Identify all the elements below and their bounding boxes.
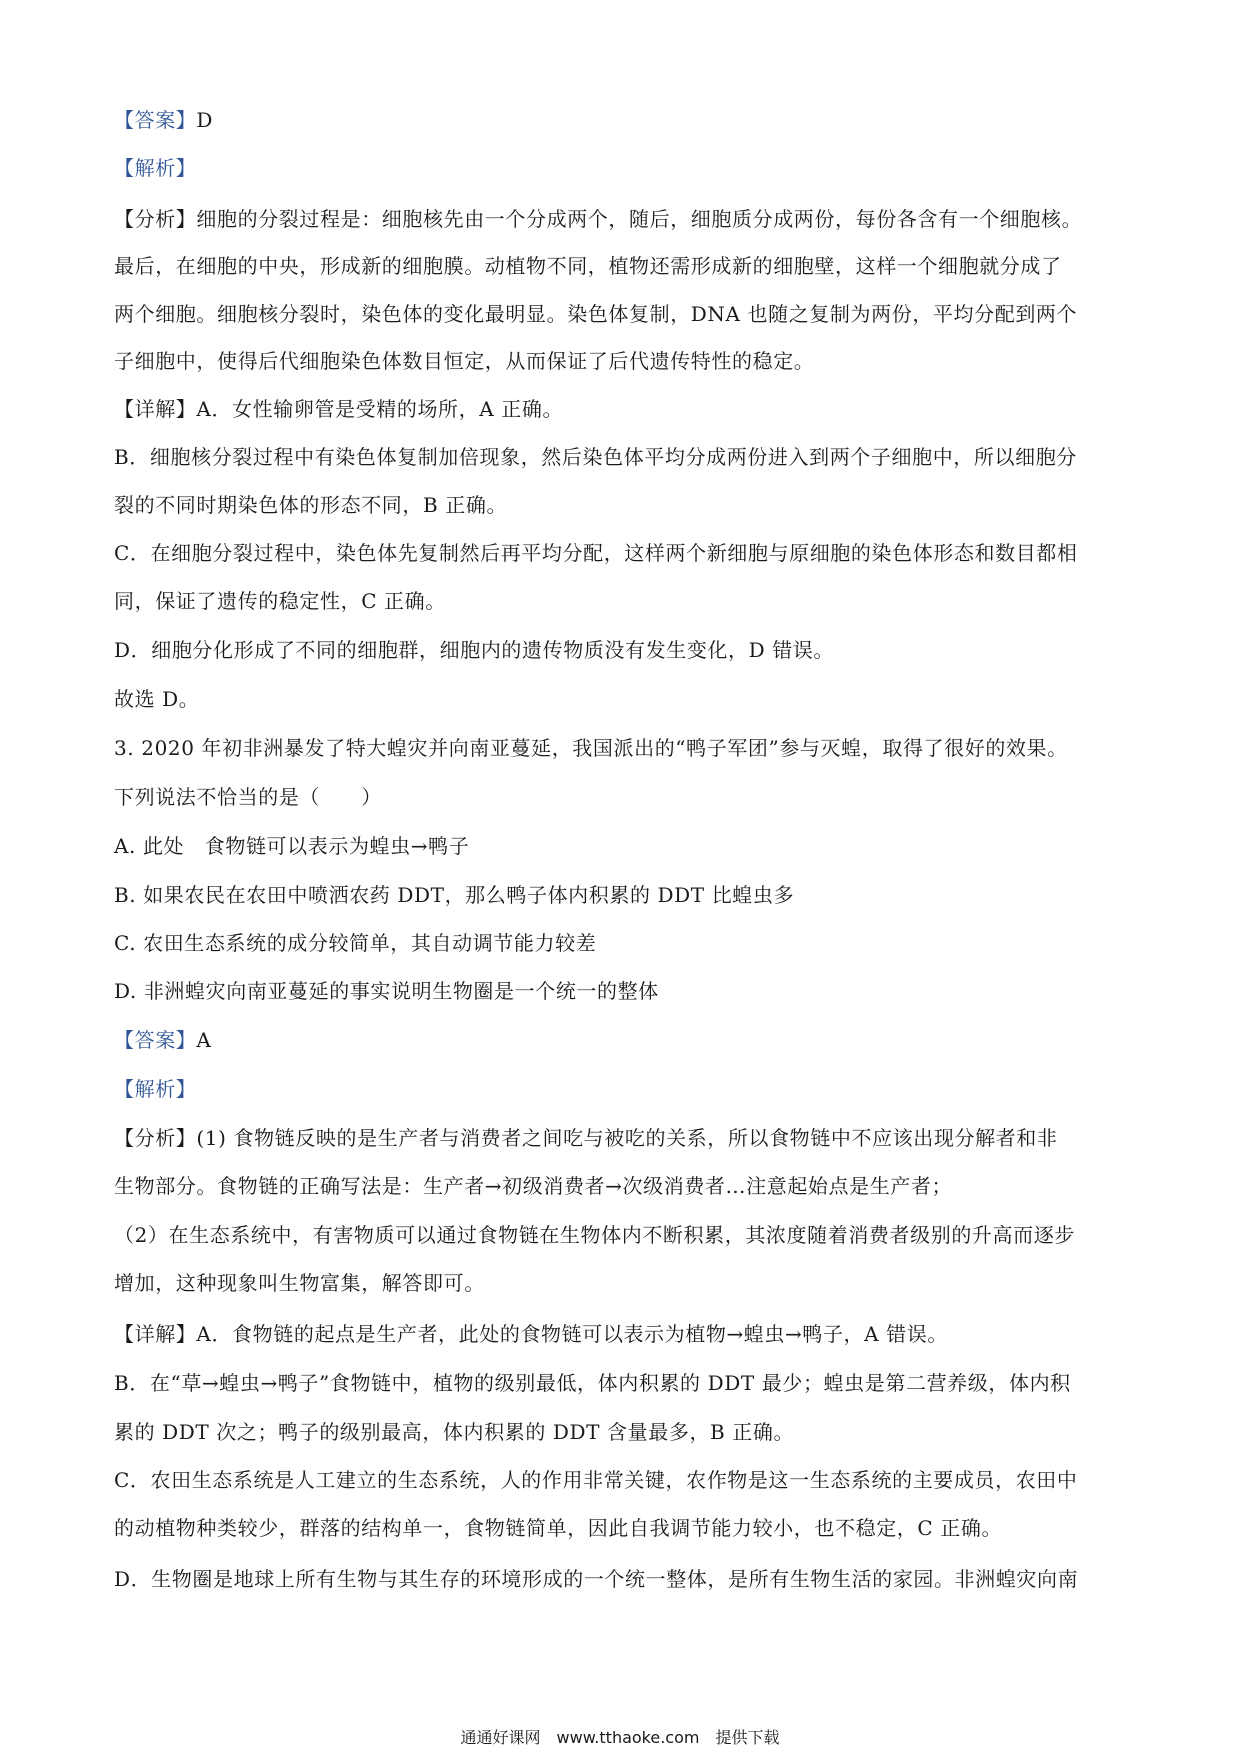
analysis-fenxi-line: 【分析】(1) 食物链反映的是生产者与消费者之间吃与被吃的关系，所以食物链中不应该出现分解者和非 [114, 1126, 1058, 1150]
answer-value: D [196, 108, 214, 132]
detail-line: 【详解】A．女性输卵管是受精的场所，A 正确。 [114, 397, 564, 421]
answer-line [114, 106, 1130, 134]
detail-line: D．细胞分化形成了不同的细胞群，细胞内的遗传物质没有发生变化，D 错误。 [114, 638, 835, 662]
detail-line: B．在“草→蝗虫→鸭子”食物链中，植物的级别最低，体内积累的 DDT 最少；蝗虫是第二营养级，体内积 [114, 1371, 1071, 1395]
option-a: A. 此处 食物链可以表示为蝗虫→鸭子 [114, 834, 470, 858]
conclusion-line: 故选 D。 [114, 687, 200, 711]
answer-line [114, 1026, 1130, 1054]
analysis-tag: 【解析】 [114, 156, 197, 180]
detail-line: C．农田生态系统是人工建立的生态系统，人的作用非常关键，农作物是这一生态系统的主要成员，农田中 [114, 1468, 1078, 1492]
analysis-fenxi-line: 两个细胞。细胞核分裂时，染色体的变化最明显。染色体复制，DNA 也随之复制为两份，平均分配到两个 [114, 302, 1078, 326]
detail-line: C．在细胞分裂过程中，染色体先复制然后再平均分配，这样两个新细胞与原细胞的染色体形态和数目都相 [114, 541, 1078, 565]
analysis-fenxi-line: 生物部分。食物链的正确写法是：生产者→初级消费者→次级消费者…注意起始点是生产者； [114, 1174, 953, 1198]
detail-line: B．细胞核分裂过程中有染色体复制加倍现象，然后染色体平均分成两份进入到两个子细胞中，所以细胞分 [114, 445, 1077, 469]
analysis-fenxi-line: （2）在生态系统中，有害物质可以通过食物链在生物体内不断积累，其浓度随着消费者级别的升高而逐步 [114, 1223, 1075, 1247]
question-stem-line: 3. 2020 年初非洲暴发了特大蝗灾并向南亚蔓延，我国派出的“鸭子军团”参与灭蝗，取得了很好的效果。 [114, 736, 1068, 760]
answer-tag: 【答案】 [114, 1028, 197, 1052]
detail-line: 的动植物种类较少，群落的结构单一，食物链简单，因此自我调节能力较小，也不稳定，C 正确。 [114, 1516, 1003, 1540]
detail-line: 同，保证了遗传的稳定性，C 正确。 [114, 589, 446, 613]
detail-line: 累的 DDT 次之；鸭子的级别最高，体内积累的 DDT 含量最多，B 正确。 [114, 1420, 795, 1444]
detail-line: 【详解】A．食物链的起点是生产者，此处的食物链可以表示为植物→蝗虫→鸭子，A 错误。 [114, 1322, 948, 1346]
page-footer: 通通好课网 www.tthaoke.com 提供下载 [460, 1728, 780, 1747]
analysis-tag: 【解析】 [114, 1077, 197, 1101]
detail-line: 裂的不同时期染色体的形态不同，B 正确。 [114, 493, 508, 517]
analysis-fenxi-line: 最后，在细胞的中央，形成新的细胞膜。动植物不同，植物还需形成新的细胞壁，这样一个细胞就分成了 [114, 254, 1062, 278]
analysis-fenxi-line: 【分析】细胞的分裂过程是：细胞核先由一个分成两个，随后，细胞质分成两份，每份各含有一个细胞核。 [114, 207, 1083, 231]
question-stem-line: 下列说法不恰当的是（ ） [114, 785, 382, 809]
option-c: C. 农田生态系统的成分较简单，其自动调节能力较差 [114, 931, 597, 955]
analysis-fenxi-line: 增加，这种现象叫生物富集，解答即可。 [114, 1271, 485, 1295]
answer-tag: 【答案】 [114, 108, 197, 132]
detail-line: D．生物圈是地球上所有生物与其生存的环境形成的一个统一整体，是所有生物生活的家园。非洲蝗灾向南 [114, 1567, 1079, 1591]
analysis-fenxi-line: 子细胞中，使得后代细胞染色体数目恒定，从而保证了后代遗传特性的稳定。 [114, 349, 815, 373]
option-d: D. 非洲蝗灾向南亚蔓延的事实说明生物圈是一个统一的整体 [114, 979, 659, 1003]
answer-value: A [196, 1028, 212, 1052]
option-b: B. 如果农民在农田中喷洒农药 DDT，那么鸭子体内积累的 DDT 比蝗虫多 [114, 883, 795, 907]
